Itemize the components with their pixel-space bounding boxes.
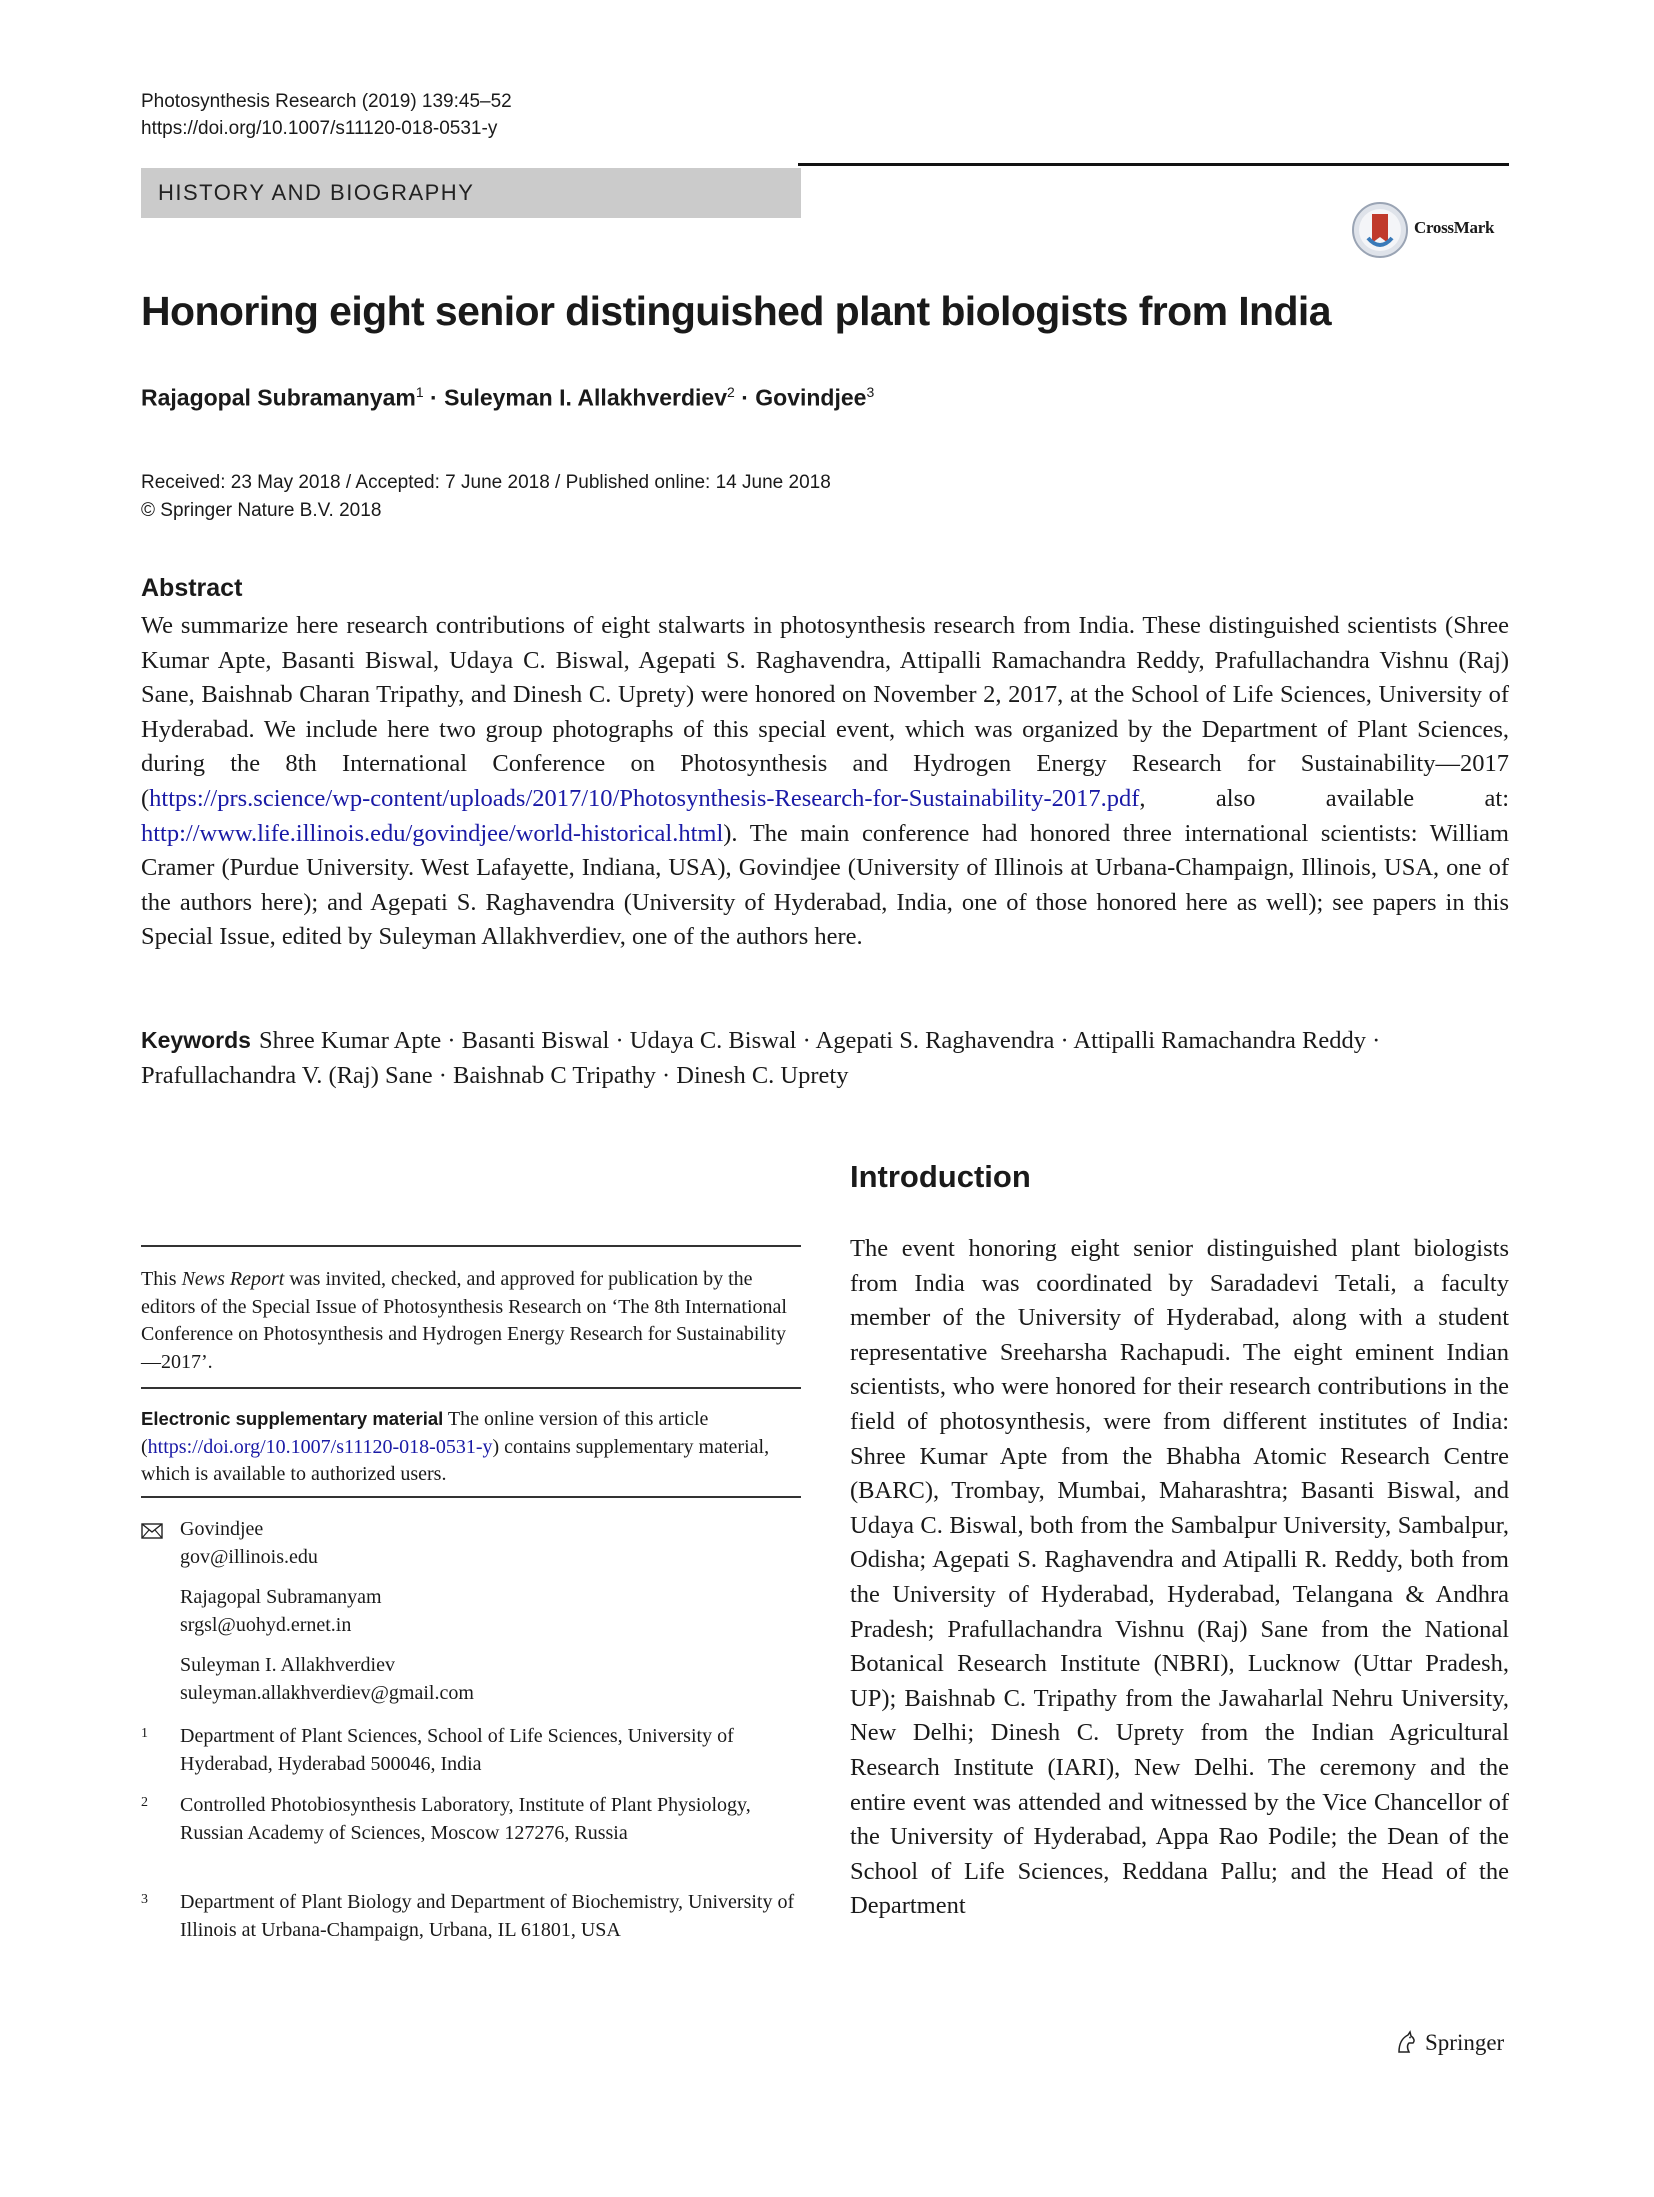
author-separator: · (734, 384, 756, 411)
affiliation-number: 2 (141, 1795, 148, 1810)
abstract-text: We summarize here research contributions of eight stalwarts in photosynthesis research from India. These distinguished scientists (Shree Kumar Apte, Basanti Biswal, Udaya C. Biswal, Agepati S. Raghavendra, Attipalli Ramachandra Reddy, Prafullachandra Vishnu (Raj) Sane, Baishnab Charan Tripathy, and Dinesh C. Uprety) were honored on November 2, 2017, at the School of Life Sciences, University of Hyderabad. We include here two group photographs of this special event, which was organized by the Department of Plant Sciences, during the 8th International Conference on Photosynthesis and Hydrogen Energy Research for Sustainability—2017 ( (141, 612, 1509, 812)
esm-text: ) contains supplementary material, which is available to authorized users. (141, 1435, 770, 1485)
springer-horse-icon (1393, 2030, 1419, 2056)
contact-name: Rajagopal Subramanyam (180, 1586, 382, 1608)
esm-text: The online version of this article ( (141, 1408, 709, 1458)
footnote-rule (141, 1245, 801, 1247)
contact-entry (180, 1516, 801, 1571)
section-label: HISTORY AND BIOGRAPHY (158, 180, 475, 205)
affiliation (141, 1723, 801, 1778)
affiliation-text: Department of Plant Sciences, School of Life Sciences, University of Hyderabad, Hyderabad 500046, India (180, 1725, 734, 1775)
contact-name: Govindjee (180, 1518, 264, 1540)
esm-link[interactable]: https://doi.org/10.1007/s11120-018-0531-y (147, 1435, 493, 1458)
abstract-text: , also available at: (1139, 784, 1509, 812)
contact-email[interactable]: suleyman.allakhverdiev@gmail.com (180, 1681, 474, 1704)
note-italic: News Report (181, 1268, 285, 1290)
crossmark-label[interactable]: CrossMark (1414, 218, 1495, 237)
keywords-label: Keywords (141, 1027, 251, 1053)
publisher-logo: Springer (1425, 2030, 1505, 2055)
header-rule (798, 163, 1509, 166)
journal-citation: Photosynthesis Research (2019) 139:45–52 (141, 91, 512, 112)
affiliation-text: Controlled Photobiosynthesis Laboratory, Institute of Plant Physiology, Russian Academy of Sciences, Moscow 127276, Russia (180, 1794, 751, 1844)
doi-link[interactable]: https://doi.org/10.1007/s11120-018-0531-y (141, 118, 498, 139)
publication-dates (141, 469, 831, 525)
abstract-link[interactable]: http://www.life.illinois.edu/govindjee/world-historical.html (141, 819, 724, 847)
keywords-list: Shree Kumar Apte · Basanti Biswal · Udaya C. Biswal · Agepati S. Raghavendra · Attipalli Ramachandra Reddy · Prafullachandra V. (Raj) Sane · Baishnab C Tripathy · Dinesh C. Uprety (141, 1027, 1381, 1089)
author-affil-mark: 3 (866, 384, 875, 400)
affiliation-number: 3 (141, 1892, 148, 1907)
footnote-rule (141, 1496, 801, 1498)
contact-entry (180, 1652, 801, 1707)
affiliation-number: 1 (141, 1726, 148, 1741)
author-list (141, 384, 874, 412)
author-name[interactable]: Govindjee (755, 384, 867, 411)
introduction-body: The event honoring eight senior distinguished plant biologists from India was coordinated by Saradadevi Tetali, a faculty member of the University of Hyderabad, along with a student representative Sreeharsha Rachapudi. The eight eminent Indian scientists, who were honored for their research contributions in the field of photosynthesis, were from different institutes of India: Shree Kumar Apte from the Bhabha Atomic Research Centre (BARC), Trombay, Mumbai, Maharashtra; Basanti Biswal, and Udaya C. Biswal, both from the Sambalpur University, Sambalpur, Odisha; Agepati S. Raghavendra and Atipalli R. Reddy, both from the University of Hyderabad, Hyderabad, Telangana & Andhra Pradesh; Prafullachandra Vishnu (Raj) Sane from the National Botanical Research Institute (NBRI), Lucknow (Uttar Pradesh, UP); Baishnab C. Tripathy from the Jawaharlal Nehru University, New Delhi; Dinesh C. Uprety from the Indian Agricultural Research Institute (IARI), New Delhi. The ceremony and the entire event was attended and witnessed by the Vice Chancellor of the University of Hyderabad, Appa Rao Podile; the Dean of the School of Life Sciences, Reddana Pallu; and the Head of the Department (850, 1235, 1509, 1920)
footnote-rule (141, 1387, 801, 1389)
abstract-link[interactable]: https://prs.science/wp-content/uploads/2017/10/Photosynthesis-Research-for-Sustainability-2017.pdf (149, 784, 1140, 812)
history-dates: Received: 23 May 2018 / Accepted: 7 June 2018 / Published online: 14 June 2018 (141, 472, 831, 493)
supplementary-note (141, 1405, 801, 1489)
contact-list (141, 1516, 801, 1720)
abstract-body (141, 609, 1509, 955)
journal-header (141, 88, 512, 142)
editorial-note (141, 1266, 801, 1376)
author-affil-mark: 2 (727, 384, 735, 400)
affiliation-text: Department of Plant Biology and Department of Biochemistry, University of Illinois at Urbana-Champaign, Urbana, IL 61801, USA (180, 1891, 795, 1941)
introduction-heading: Introduction (850, 1159, 1031, 1194)
contact-name: Suleyman I. Allakhverdiev (180, 1654, 395, 1676)
keywords (141, 1023, 1509, 1093)
esm-label: Electronic supplementary material (141, 1408, 444, 1429)
affiliation (141, 1792, 801, 1847)
author-name[interactable]: Rajagopal Subramanyam (141, 384, 416, 411)
contact-email[interactable]: srgsl@uohyd.ernet.in (180, 1613, 352, 1636)
author-name[interactable]: Suleyman I. Allakhverdiev (444, 384, 728, 411)
author-separator: · (423, 384, 445, 411)
affiliation (141, 1889, 801, 1944)
note-text: was invited, checked, and approved for publication by the editors of the Special Issue of Photosynthesis Research on ‘The 8th International Conference on Photosynthesis and Hydrogen Energy Research for Sustainability—2017’. (141, 1268, 787, 1373)
note-text: This (141, 1268, 182, 1290)
author-affil-mark: 1 (415, 384, 424, 400)
contact-entry (180, 1584, 801, 1639)
copyright-line: © Springer Nature B.V. 2018 (141, 500, 382, 521)
contact-email[interactable]: gov@illinois.edu (180, 1545, 318, 1568)
abstract-heading: Abstract (141, 574, 243, 602)
article-title: Honoring eight senior distinguished plant biologists from India (141, 288, 1331, 334)
abstract-text: ). The main conference had honored three international scientists: William Cramer (Purdue University. West Lafayette, Indiana, USA), Govindjee (University of Illinois at Urbana-Champaign, Illinois, USA, one of the authors here); and Agepati S. Raghavendra (University of Hyderabad, India, one of those honored here as well); see papers in this Special Issue, edited by Suleyman Allakhverdiev, one of the authors here. (141, 819, 1509, 951)
